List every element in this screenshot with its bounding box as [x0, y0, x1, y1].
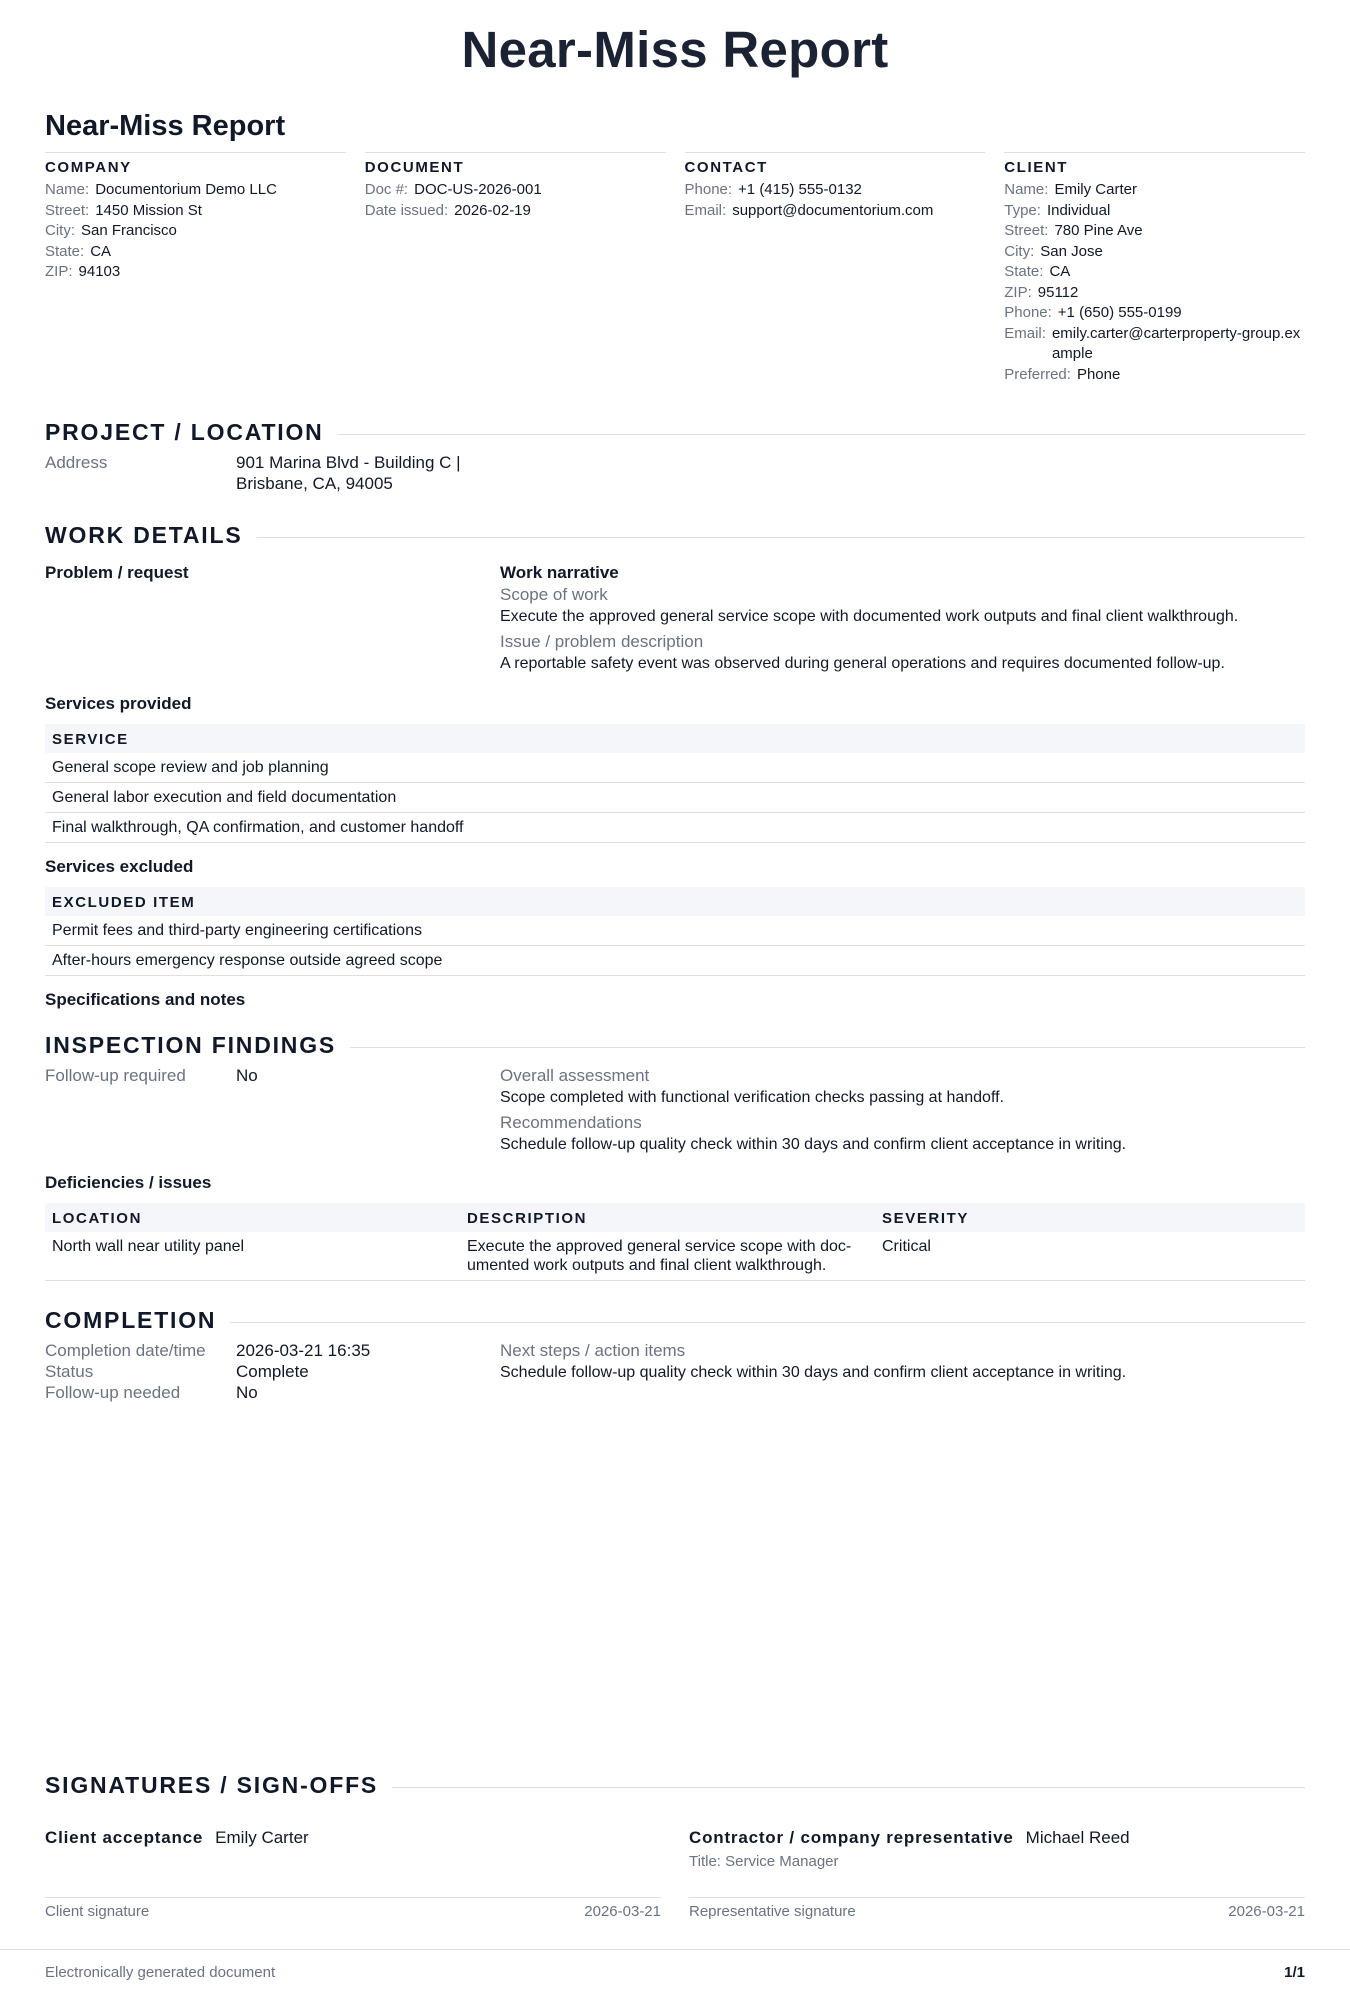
- field-value: 2026-03-21 16:35: [236, 1341, 371, 1360]
- header-info-grid: [45, 152, 1305, 385]
- work-section-title: WORK DETAILS: [45, 522, 243, 548]
- work-narrative-block: [45, 563, 1305, 674]
- table-row: [45, 813, 1305, 843]
- work-section-header: [45, 522, 1305, 549]
- contact-block: [685, 152, 986, 385]
- client-signature-line[interactable]: [45, 1897, 661, 1920]
- field-label: Type:: [1004, 201, 1041, 219]
- field-label: Email:: [684, 201, 727, 219]
- field-value: support@documentorium.com: [732, 201, 934, 219]
- deficiencies-table: [45, 1203, 1305, 1281]
- project-section-header: [45, 419, 1305, 446]
- field-label: State:: [1004, 263, 1044, 280]
- document-heading: DOCUMENT: [364, 159, 465, 176]
- services-provided-label: Services provided: [45, 694, 192, 713]
- client-signoff-header: [45, 1827, 661, 1849]
- company-row: [45, 262, 346, 283]
- narrative-column: [500, 563, 1305, 674]
- next-steps-text: Schedule follow-up quality check within 30 days and confirm client acceptance in writing.: [500, 1364, 1127, 1381]
- service-cell: Final walkthrough, QA confirmation, and customer handoff: [45, 813, 1305, 843]
- field-value: Complete: [236, 1362, 309, 1381]
- field-label: Date issued:: [364, 201, 449, 219]
- company-block: [45, 152, 346, 385]
- next-steps-column: [500, 1340, 1305, 1403]
- field-value: San Jose: [1040, 242, 1103, 260]
- field-label: Status: [45, 1362, 94, 1381]
- company-row: [45, 201, 346, 222]
- signatures-block: [45, 1772, 1305, 1920]
- client-row: [1004, 324, 1305, 365]
- table-row: [45, 783, 1305, 813]
- client-heading: CLIENT: [1004, 159, 1069, 176]
- problem-label: Problem / request: [45, 563, 189, 582]
- field-value: DOC-US-2026-001: [414, 181, 542, 198]
- followup-column: [45, 1065, 500, 1155]
- contact-heading: CONTACT: [684, 159, 768, 176]
- assessment-text: Scope completed with functional verification checks passing at handoff.: [500, 1089, 1004, 1106]
- footer-note: Electronically generated document: [45, 1964, 276, 1981]
- section-divider: [338, 434, 1305, 435]
- signature-grid: [45, 1827, 1305, 1920]
- rep-signature-line[interactable]: [689, 1897, 1305, 1920]
- document-row: [365, 201, 666, 222]
- company-row: [45, 242, 346, 263]
- severity-cell: Critical: [875, 1232, 1305, 1281]
- page-footer: [0, 1949, 1350, 1981]
- table-row: [45, 753, 1305, 783]
- field-label: Street:: [45, 201, 90, 219]
- assessment-label: Overall assessment: [500, 1066, 650, 1085]
- completion-block: [45, 1340, 1305, 1403]
- client-signature-column: [45, 1827, 661, 1920]
- field-value: San Francisco: [81, 222, 177, 239]
- document-title: Near-Miss Report: [461, 21, 889, 78]
- field-label: Name:: [45, 181, 90, 198]
- company-heading: COMPANY: [45, 159, 132, 176]
- location-cell: North wall near utility panel: [45, 1232, 460, 1281]
- client-row: [1004, 262, 1305, 283]
- field-label: Phone:: [684, 181, 733, 198]
- project-address: [45, 452, 1305, 494]
- document-subtitle: Near-Miss Report: [45, 110, 286, 142]
- table-row: [45, 1232, 1305, 1281]
- field-label: ZIP:: [1004, 283, 1032, 301]
- completion-row: [45, 1361, 500, 1382]
- specifications-label: Specifications and notes: [45, 990, 246, 1009]
- field-label: Follow-up needed: [45, 1383, 181, 1402]
- excluded-cell: Permit fees and third-party engineering certifications: [45, 916, 1305, 946]
- signatures-section-header: [45, 1772, 1305, 1799]
- address-label: Address: [45, 453, 108, 472]
- recommendations-text: Schedule follow-up quality check within 30 days and confirm client acceptance in writing.: [500, 1136, 1127, 1153]
- completion-fields: [45, 1340, 500, 1403]
- narrative-label: Work narrative: [500, 563, 619, 582]
- section-divider: [392, 1787, 1305, 1788]
- deficiencies-label: Deficiencies / issues: [45, 1173, 212, 1192]
- field-value: 94103: [78, 263, 121, 280]
- client-role-label: Client acceptance: [45, 1828, 204, 1847]
- rep-signer-name: Michael Reed: [1025, 1828, 1130, 1847]
- next-steps-label: Next steps / action items: [500, 1341, 686, 1360]
- field-value: Documentorium Demo LLC: [95, 181, 277, 198]
- client-email-value: emily.carter@carterproperty-group.example: [1051, 324, 1301, 362]
- field-value: 1450 Mission St: [95, 201, 202, 219]
- document-block: [365, 152, 666, 385]
- client-block: [1004, 152, 1305, 385]
- field-value: CA: [90, 242, 112, 260]
- excluded-cell: After-hours emergency response outside agreed scope: [45, 946, 1305, 976]
- field-value: Individual: [1046, 201, 1111, 219]
- rep-signature-column: [689, 1827, 1305, 1920]
- client-signature-date: 2026-03-21: [584, 1903, 661, 1920]
- issue-text: A reportable safety event was observed during general operations and requires documented follow-up.: [500, 655, 1225, 672]
- rep-signature-date: 2026-03-21: [1228, 1903, 1305, 1920]
- address-line: Brisbane, CA, 94005: [236, 474, 393, 493]
- client-row: [1004, 242, 1305, 263]
- client-row: [1004, 365, 1305, 386]
- client-signature-label: Client signature: [45, 1903, 150, 1920]
- section-divider: [350, 1047, 1305, 1048]
- excluded-table: [45, 887, 1305, 976]
- rep-signature-label: Representative signature: [689, 1903, 856, 1920]
- contact-row: [685, 201, 986, 222]
- field-value: +1 (415) 555-0132: [738, 181, 862, 198]
- field-label: Phone:: [1004, 304, 1052, 321]
- company-row: [45, 221, 346, 242]
- field-value: 780 Pine Ave: [1054, 222, 1143, 239]
- field-label: Completion date/time: [45, 1341, 206, 1360]
- issue-label: Issue / problem description: [500, 632, 704, 651]
- column-header: SERVICE: [45, 724, 1305, 753]
- rep-title: Title: Service Manager: [689, 1853, 839, 1870]
- address-value: [236, 452, 461, 494]
- report-page: [45, 0, 1305, 2000]
- service-cell: General scope review and job planning: [45, 753, 1305, 783]
- inspection-summary: [45, 1065, 1305, 1155]
- field-value: 95112: [1037, 283, 1079, 301]
- company-row: [45, 180, 346, 201]
- client-row: [1004, 201, 1305, 222]
- client-row: [1004, 221, 1305, 242]
- client-title-placeholder: [45, 1853, 661, 1873]
- client-row: [1004, 303, 1305, 324]
- document-row: [365, 180, 666, 201]
- client-signer-name: Emily Carter: [215, 1828, 309, 1847]
- completion-row: [45, 1340, 500, 1361]
- inspection-section-title: INSPECTION FINDINGS: [45, 1032, 337, 1058]
- followup-row: [45, 1065, 500, 1086]
- scope-text: Execute the approved general service scope with documented work outputs and final client walkthrough.: [500, 608, 1239, 625]
- completion-section-title: COMPLETION: [45, 1307, 217, 1333]
- column-header: DESCRIPTION: [460, 1203, 875, 1232]
- description-line: umented work outputs and final client walkthrough.: [467, 1257, 827, 1274]
- footer-content: [0, 1950, 1350, 1981]
- services-excluded-label: Services excluded: [45, 857, 194, 876]
- signatures-section-title: SIGNATURES / SIGN-OFFS: [45, 1772, 379, 1798]
- assessment-column: [500, 1065, 1305, 1155]
- column-header: EXCLUDED ITEM: [45, 887, 1305, 916]
- field-label: City:: [1004, 242, 1035, 260]
- table-row: [45, 916, 1305, 946]
- field-value: Phone: [1076, 365, 1121, 383]
- followup-label: Follow-up required: [45, 1066, 186, 1085]
- completion-row: [45, 1382, 500, 1403]
- column-header: SEVERITY: [875, 1203, 1305, 1232]
- client-row: [1004, 180, 1305, 201]
- field-label: Name:: [1004, 181, 1049, 198]
- recommendations-label: Recommendations: [500, 1113, 642, 1132]
- field-label: Street:: [1004, 222, 1049, 239]
- field-value: No: [236, 1383, 258, 1402]
- field-value: +1 (650) 555-0199: [1057, 304, 1182, 321]
- service-cell: General labor execution and field documentation: [45, 783, 1305, 813]
- column-header: LOCATION: [45, 1203, 460, 1232]
- rep-signoff-header: [689, 1827, 1305, 1849]
- scope-label: Scope of work: [500, 585, 608, 604]
- contact-row: [685, 180, 986, 201]
- project-section-title: PROJECT / LOCATION: [45, 419, 324, 445]
- section-divider: [230, 1322, 1305, 1323]
- section-divider: [257, 537, 1306, 538]
- inspection-section-header: [45, 1032, 1305, 1059]
- problem-column: [45, 563, 500, 674]
- description-cell: [460, 1232, 875, 1281]
- field-label: Doc #:: [364, 181, 409, 198]
- field-value: CA: [1049, 263, 1071, 280]
- client-row: [1004, 283, 1305, 304]
- page-number: 1/1: [1284, 1964, 1305, 1981]
- field-label: Preferred:: [1004, 365, 1071, 383]
- completion-section-header: [45, 1307, 1305, 1334]
- field-label: Email:: [1004, 324, 1046, 342]
- field-label: State:: [45, 242, 85, 260]
- address-line: 901 Marina Blvd - Building C |: [236, 453, 461, 472]
- description-line: Execute the approved general service scope with doc-: [467, 1238, 852, 1255]
- field-value: 2026-02-19: [454, 201, 531, 219]
- table-row: [45, 946, 1305, 976]
- services-table: [45, 724, 1305, 843]
- field-value: Emily Carter: [1054, 181, 1137, 198]
- field-label: ZIP:: [45, 263, 73, 280]
- rep-role-label: Contractor / company representative: [689, 1828, 1014, 1847]
- followup-value: No: [236, 1066, 258, 1085]
- field-label: City:: [45, 222, 75, 239]
